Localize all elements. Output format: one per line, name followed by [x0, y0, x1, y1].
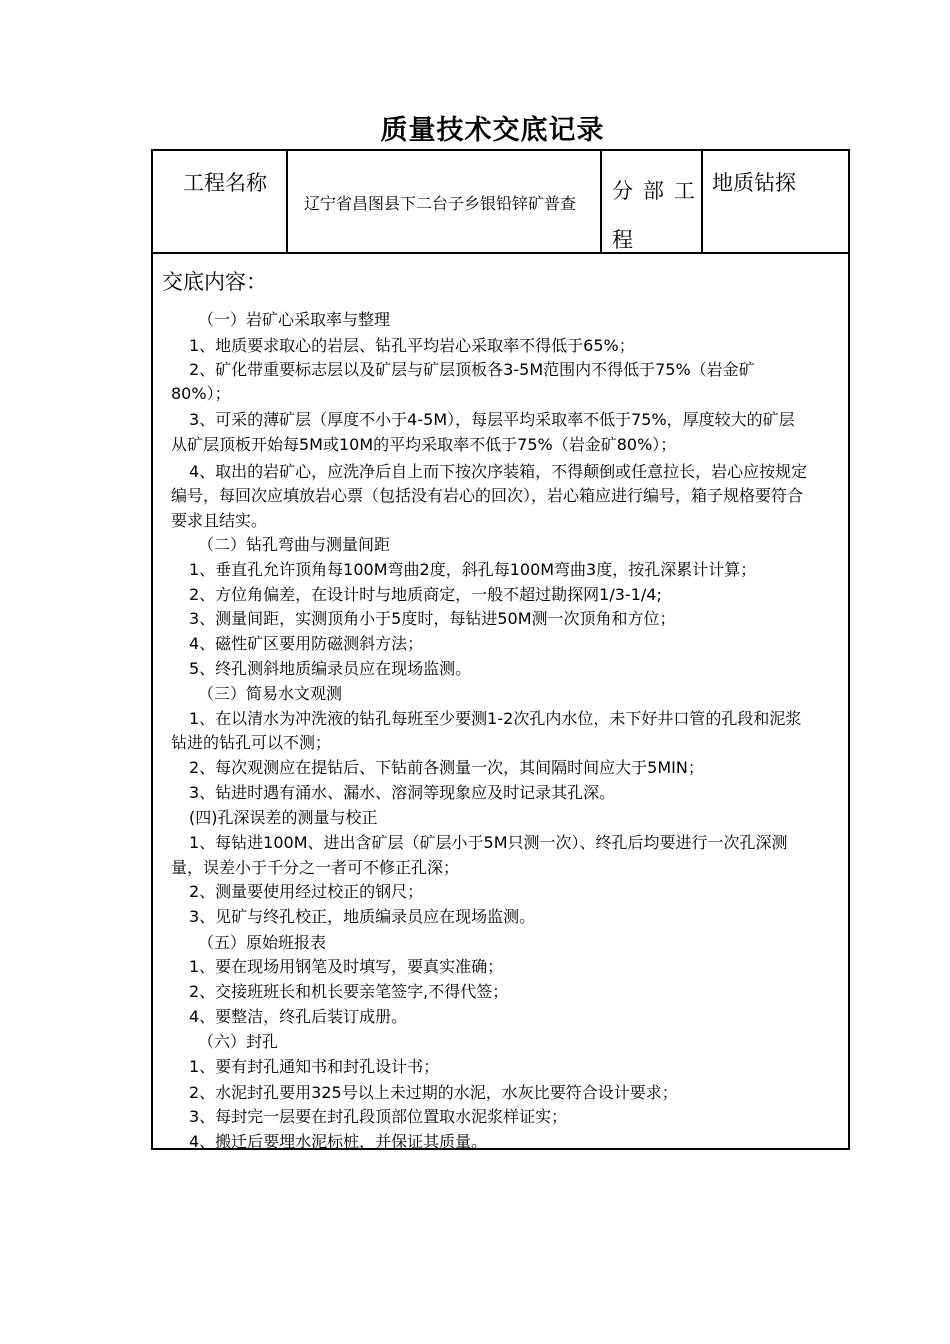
content-line: 4、搬迁后要埋水泥标桩，并保证其质量。 — [189, 1132, 488, 1151]
project-name-label: 工程名称 — [183, 171, 267, 195]
content-line: 3、测量间距，实测顶角小于5度时，每钻进50M测一次顶角和方位； — [189, 609, 676, 628]
column-divider — [286, 151, 288, 252]
content-line: 1、要有封孔通知书和封孔设计书； — [189, 1057, 440, 1076]
project-name-value: 辽宁省昌图县下二台子乡银铅锌矿普查 — [304, 194, 577, 213]
content-line: （六）封孔 — [198, 1032, 279, 1051]
content-line: （二）钻孔弯曲与测量间距 — [198, 535, 391, 554]
content-line: 4、取出的岩矿心，应洗净后自上而下按次序装箱，不得颠倒或任意拉长，岩心应按规定 — [189, 462, 808, 481]
content-line: 1、地质要求取心的岩层、钻孔平均岩心采取率不得低于65%； — [189, 336, 635, 355]
content-line: 4、要整洁，终孔后装订成册。 — [189, 1007, 408, 1026]
record-table — [151, 149, 850, 1150]
document-title: 质量技术交底记录 — [380, 115, 605, 146]
content-line: 2、方位角偏差，在设计时与地质商定，一般不超过勘探网1/3-1/4; — [189, 585, 662, 604]
content-line: (四)孔深误差的测量与校正 — [189, 808, 378, 827]
content-line: 钻进的钻孔可以不测； — [171, 733, 332, 752]
content-line: 2、矿化带重要标志层以及矿层与矿层顶板各3-5M范围内不得低于75%（岩金矿 — [189, 360, 755, 379]
content-line: 要求且结实。 — [171, 511, 268, 530]
content-line: （一）岩矿心采取率与整理 — [198, 310, 391, 329]
content-line: 80%）； — [171, 384, 231, 403]
content-line: 1、垂直孔允许顶角每100M弯曲2度，斜孔每100M弯曲3度，按孔深累计计算； — [189, 560, 757, 579]
content-heading: 交底内容： — [162, 270, 267, 294]
content-line: 2、交接班班长和机长要亲笔签字,不得代签； — [189, 982, 509, 1001]
division-value: 地质钻探 — [712, 171, 796, 195]
content-line: 编号，每回次应填放岩心票（包括没有岩心的回次），岩心箱应进行编号，箱子规格要符合 — [171, 486, 804, 505]
content-line: 2、测量要使用经过校正的钢尺； — [189, 882, 424, 901]
content-line: 量，误差小于千分之一者可不修正孔深； — [171, 858, 460, 877]
content-line: 3、可采的薄矿层（厚度不小于4-5M），每层平均采取率不低于75%，厚度较大的矿层 — [189, 410, 795, 429]
content-line: 5、终孔测斜地质编录员应在现场监测。 — [189, 659, 472, 678]
content-line: 3、每封完一层要在封孔段顶部位置取水泥浆样证实； — [189, 1107, 568, 1126]
content-line: 1、要在现场用钢笔及时填写，要真实准确； — [189, 957, 504, 976]
content-line: 1、在以清水为冲洗液的钻孔每班至少要测1-2次孔内水位，未下好井口管的孔段和泥浆 — [189, 709, 802, 728]
header-row — [153, 151, 848, 254]
content-line: 3、见矿与终孔校正，地质编录员应在现场监测。 — [189, 907, 536, 926]
content-line: 1、每钻进100M、进出含矿层（矿层小于5M只测一次）、终孔后均要进行一次孔深测 — [189, 833, 788, 852]
content-line: 从矿层顶板开始每5M或10M的平均采取率不低于75%（岩金矿80%）； — [171, 435, 677, 454]
column-divider — [600, 151, 602, 252]
content-line: （三）简易水文观测 — [198, 684, 343, 703]
content-line: （五）原始班报表 — [198, 933, 327, 952]
content-line: 3、钻进时遇有涌水、漏水、溶洞等现象应及时记录其孔深。 — [189, 783, 616, 802]
division-label: 分部工程 — [612, 179, 705, 252]
content-line: 2、水泥封孔要用325号以上未过期的水泥，水灰比要符合设计要求； — [189, 1083, 678, 1102]
content-line: 2、每次观测应在提钻后、下钻前各测量一次，其间隔时间应大于5MIN； — [189, 758, 704, 777]
content-line: 4、磁性矿区要用防磁测斜方法； — [189, 634, 424, 653]
